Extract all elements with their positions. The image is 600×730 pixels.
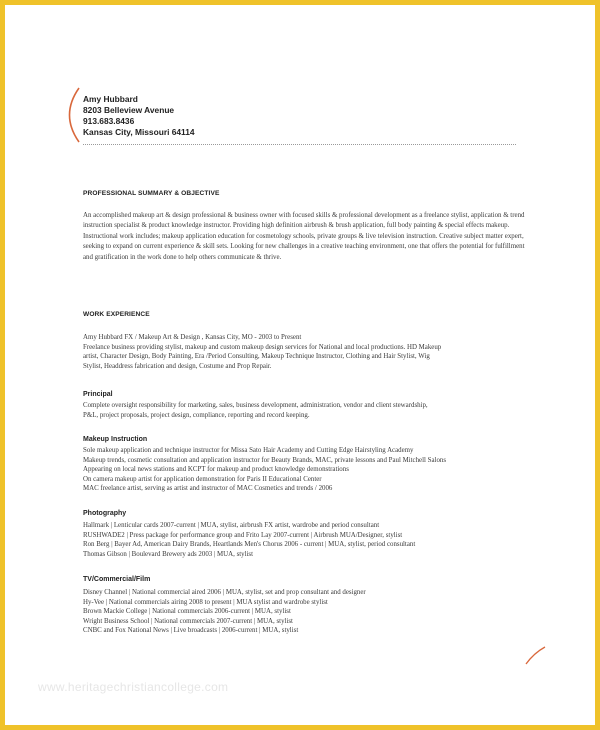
section-tv-commercial-film	[83, 588, 366, 636]
work-intro-line: Amy Hubbard FX / Makeup Art & Design , Kansas City, MO - 2003 to Present	[83, 334, 302, 341]
list-item: RUSHWADE2 | Press package for performance group and Frito Lay 2007-current | Airbrush MUA/Designer, stylist	[83, 531, 403, 539]
summary-text: An accomplished makeup art & design professional & business owner with focused skills & professional development as a freelance stylist, application & trend instruction specialist & product knowledge instructor. Providing high definition airbrush & brush application, full body painting & special effects makeup. Instructional work includes; makeup application education for cosmetology schools, private groups & live television instruction. Creative subject matter expert, seeking to expand on current experience & skill sets. Looking for new challenges in a creative teaching environment, one that offers the potential for fulfillment and gratification in the work done to help others communicate & thrive.	[83, 212, 525, 261]
section-makeup-instruction	[83, 446, 446, 494]
section-title-photography: Photography	[83, 510, 127, 517]
contact-name: Amy Hubbard	[83, 94, 138, 104]
list-item: Disney Channel | National commercial aired 2006 | MUA, stylist, set and prop consultant and designer	[83, 589, 366, 596]
list-item: Sole makeup application and technique instructor for Missa Sato Hair Academy and Cutting Edge Hairstyling Academy	[83, 447, 414, 454]
header-divider	[83, 144, 516, 145]
list-item: Complete oversight responsibility for marketing, sales, business development, administration, vendor and client stewardship,	[83, 402, 428, 409]
section-title-tv-commercial-film: TV/Commercial/Film	[83, 576, 151, 583]
summary-heading: PROFESSIONAL SUMMARY & OBJECTIVE	[83, 190, 220, 197]
work-intro-line: Freelance business providing stylist, makeup and custom makeup design services for National and local productions. HD Makeup	[83, 343, 442, 351]
section-photography	[83, 521, 415, 559]
work-intro-line: artist, Character Design, Body Painting, Era /Period Consulting, Makeup Technique Instructor, Clothing and Hair Stylist, Wig	[83, 353, 430, 361]
section-title-principal: Principal	[83, 391, 113, 398]
work-heading: WORK EXPERIENCE	[83, 311, 150, 318]
section-title-makeup-instruction: Makeup Instruction	[83, 436, 148, 443]
list-item: On camera makeup artist for application demonstration for Paris II Educational Center	[83, 475, 322, 483]
section-principal	[83, 401, 428, 420]
list-item: Hallmark | Lenticular cards 2007-current | MUA, stylist, airbrush FX artist, wardrobe and period consultant	[83, 522, 380, 529]
list-item: Hy-Vee | National commercials airing 2008 to present | MUA stylist and wardrobe stylist	[83, 598, 328, 606]
list-item: Appearing on local news stations and KCPT for makeup and product knowledge demonstrations	[83, 466, 349, 474]
list-item: CNBC and Fox National News | Live broadcasts | 2006-current | MUA, stylist	[83, 627, 299, 635]
contact-block	[83, 94, 195, 138]
list-item: Brown Mackie College | National commercials 2006-current | MUA, stylist	[83, 608, 291, 616]
list-item: Thomas Gibson | Boulevard Brewery ads 2003 | MUA, stylist	[83, 550, 254, 558]
watermark: www.heritagechristiancollege.com	[38, 680, 229, 694]
contact-address: 8203 Belleview Avenue	[83, 105, 175, 115]
list-item: Makeup trends, cosmetic consultation and application instructor for Beauty Brands, MAC, private lessons and Paul Mitchell Salons	[83, 456, 447, 464]
work-intro	[83, 333, 441, 371]
list-item: Ron Berg | Bayer Ad, American Dairy Brands, Heartlands Men's Chorus 2006 - current | MUA, stylist, period consultant	[83, 541, 416, 549]
contact-phone: 913.683.8436	[83, 116, 135, 126]
list-item: MAC freelance artist, serving as artist and instructor of MAC Cosmetics and trends / 2006	[83, 485, 333, 493]
list-item: Wright Business School | National commercials 2007-current | MUA, stylist	[83, 617, 293, 625]
list-item: P&L, project proposals, project design, compliance, reporting and record keeping.	[83, 411, 310, 419]
work-intro-line: Stylist, Headdress fabrication and design, Costume and Prop Repair.	[83, 362, 272, 370]
contact-city: Kansas City, Missouri 64114	[83, 127, 195, 137]
